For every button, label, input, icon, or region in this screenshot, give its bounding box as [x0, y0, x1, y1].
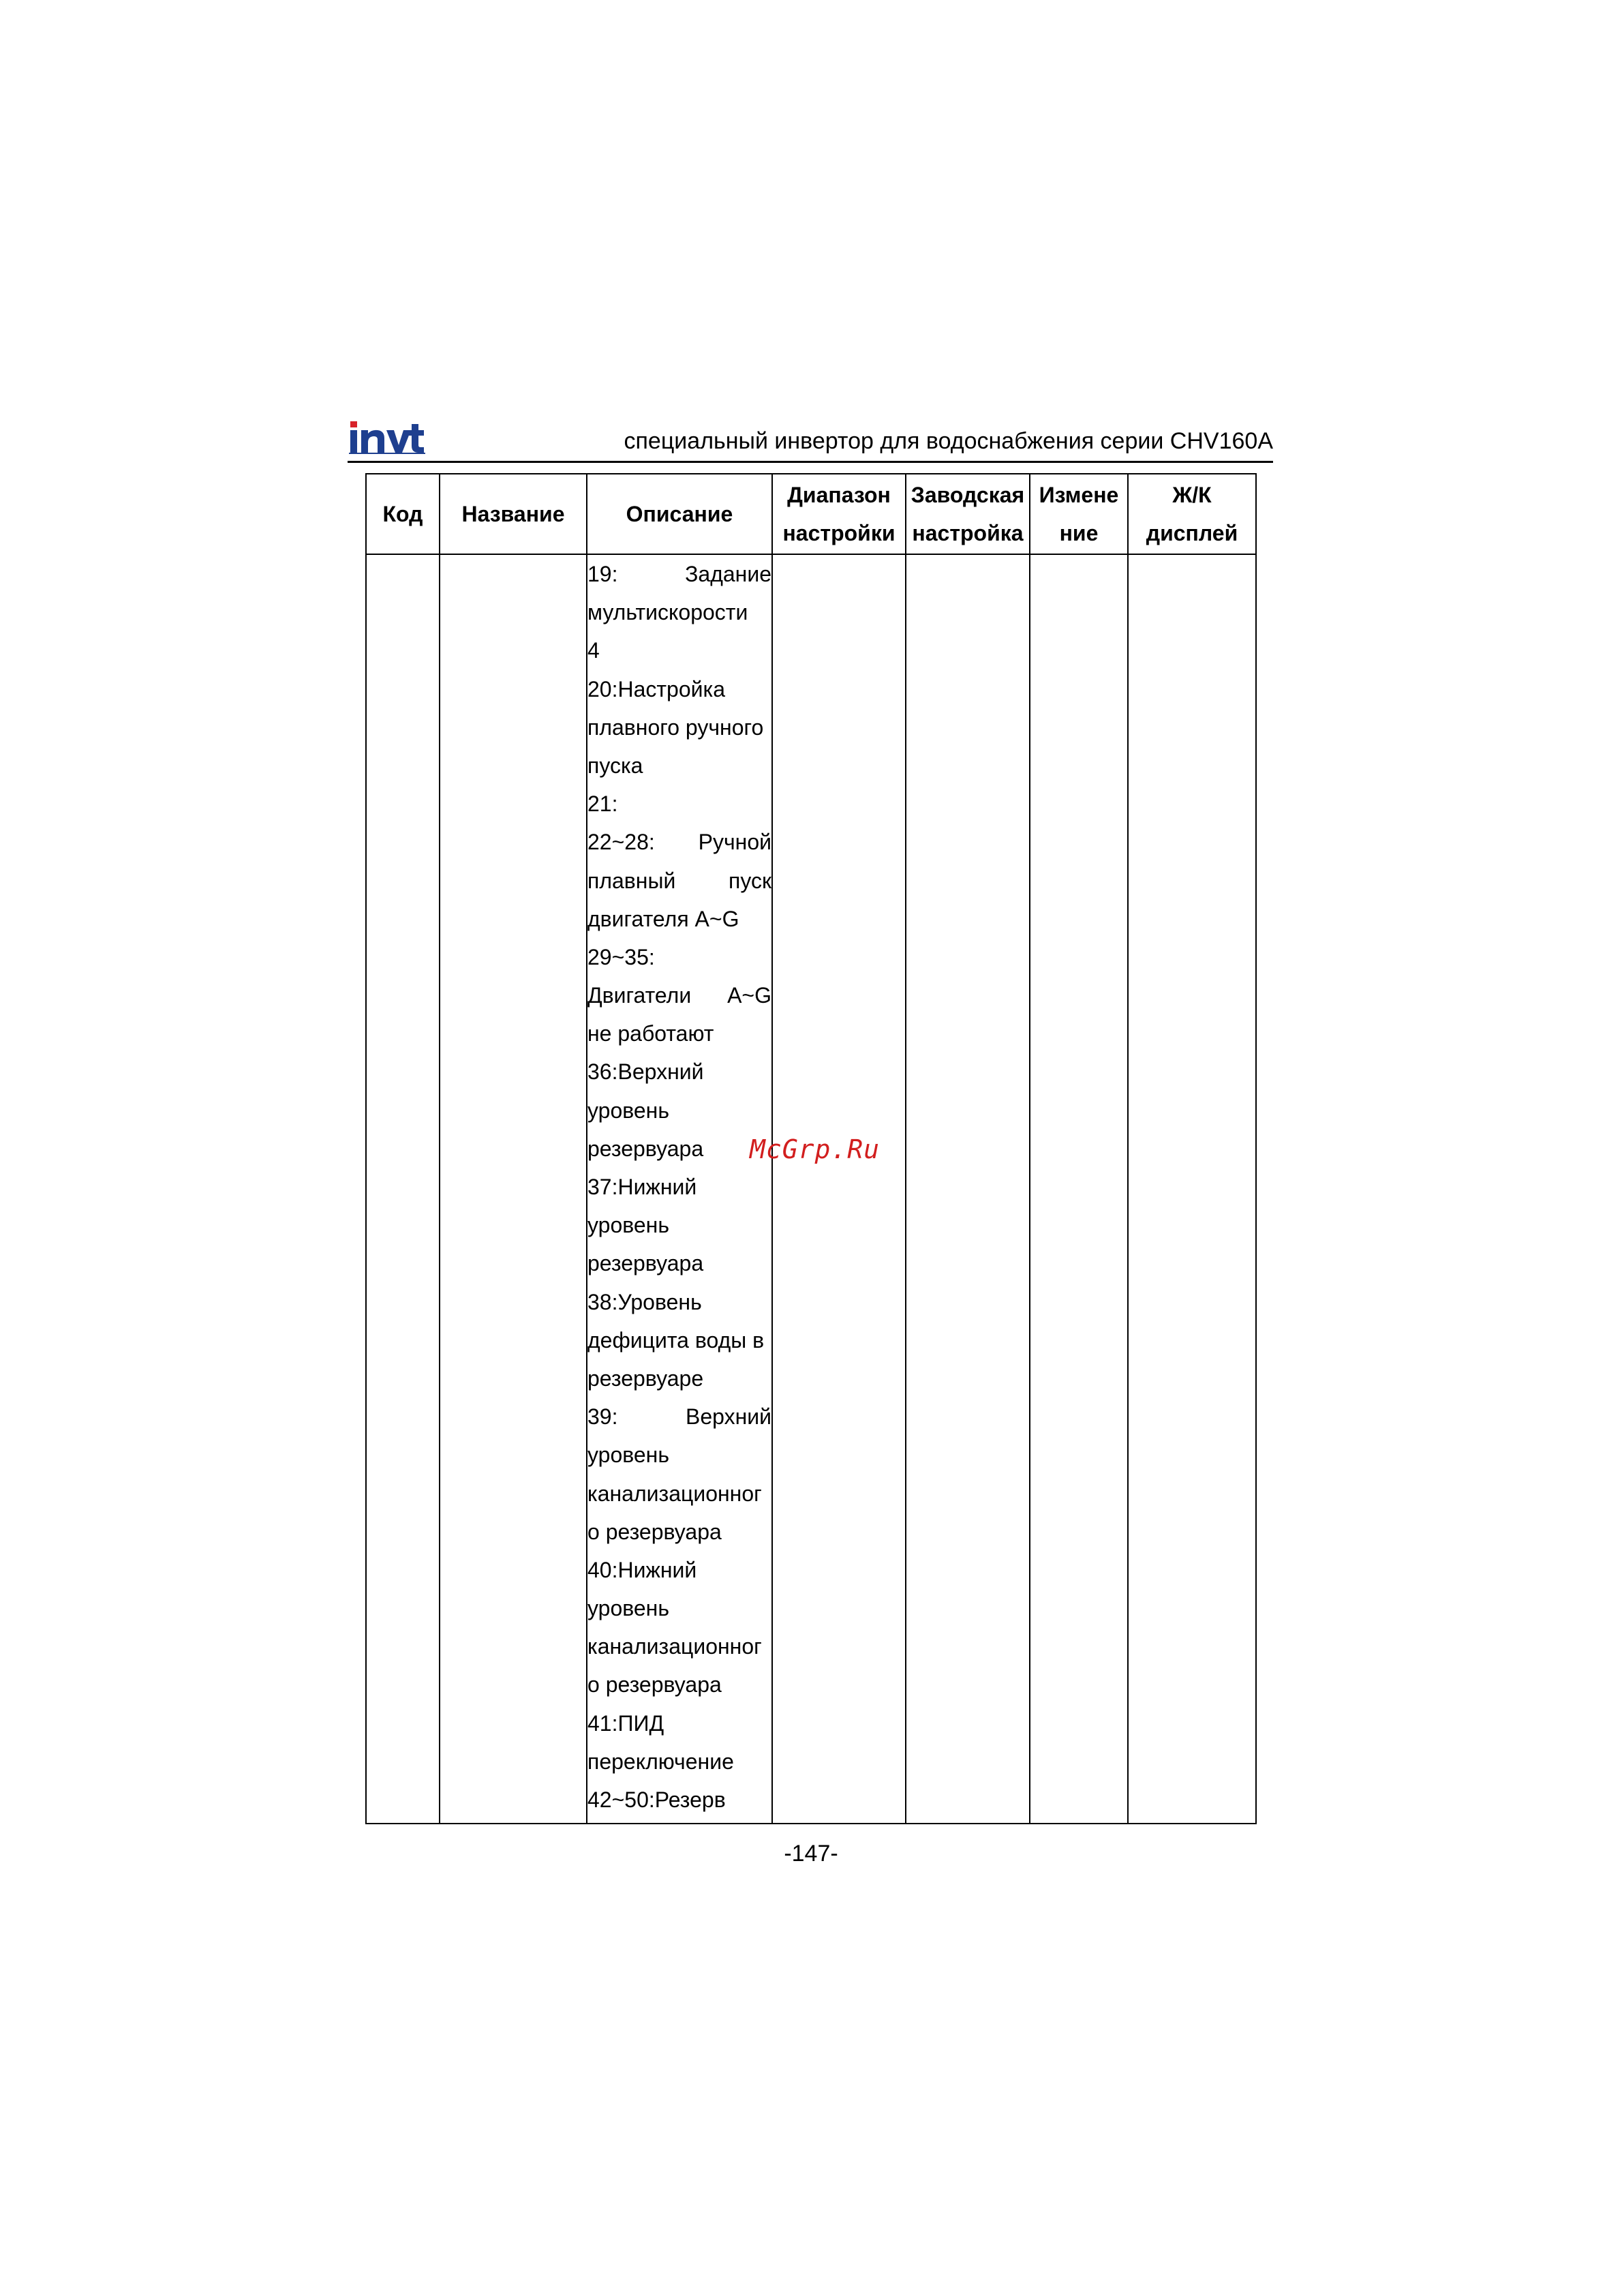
- table-header-row: [366, 474, 1256, 554]
- description-line: канализационног: [587, 1481, 762, 1506]
- description-line: 40:Нижний: [587, 1557, 697, 1582]
- description-line: уровень: [587, 1596, 670, 1621]
- description-line: 29~35:: [587, 944, 655, 969]
- column-header-factory-setting: Заводская настройка: [906, 474, 1030, 554]
- cell-description: [587, 554, 772, 1824]
- description-line: 37:Нижний: [587, 1175, 697, 1199]
- description-line: 22~28: Ручной: [587, 830, 771, 855]
- column-header-code: Код: [366, 474, 440, 554]
- description-line: резервуара: [587, 1251, 704, 1276]
- description-line: 21:: [587, 791, 618, 817]
- description-line: резервуаре: [587, 1365, 704, 1391]
- cell-name: [440, 554, 587, 1824]
- description-line: 20:Настройка: [587, 676, 726, 701]
- description-line: переключение: [587, 1749, 734, 1774]
- description-line: мультискорости: [587, 600, 748, 625]
- description-line: 38:Уровень: [587, 1289, 702, 1314]
- description-line: двигателя A~G: [587, 906, 739, 931]
- description-line: уровень: [587, 1442, 670, 1468]
- description-line: 42~50:Резерв: [587, 1787, 726, 1812]
- cell-range: [772, 554, 906, 1824]
- column-header-name: Название: [440, 474, 587, 554]
- cell-lcd-display: [1128, 554, 1256, 1824]
- column-header-description: Описание: [587, 474, 772, 554]
- description-line: канализационног: [587, 1634, 762, 1659]
- table-row: [366, 554, 1256, 1824]
- cell-factory-setting: [906, 554, 1030, 1824]
- description-line: дефицита воды в: [587, 1327, 765, 1353]
- column-header-range: Диапазон настройки: [772, 474, 906, 554]
- column-header-lcd-display: Ж/К дисплей: [1128, 474, 1256, 554]
- description-line: 39: Верхний: [587, 1404, 771, 1430]
- column-header-change: Измене ние: [1030, 474, 1128, 554]
- description-line: резервуара: [587, 1136, 704, 1161]
- description-line: 36:Верхний: [587, 1059, 704, 1085]
- page-number: -147-: [784, 1841, 838, 1867]
- document-header-title: специальный инвертор для водоснабжения серии CHV160A: [624, 428, 1273, 454]
- cell-code: [366, 554, 440, 1824]
- description-line: Двигатели A~G: [587, 983, 771, 1008]
- description-line: плавный пуск: [587, 868, 771, 893]
- description-line: 4: [587, 638, 600, 663]
- watermark-link[interactable]: McGrp.Ru: [750, 1134, 881, 1164]
- description-line: плавного ручного: [587, 714, 764, 740]
- description-line: уровень: [587, 1213, 670, 1238]
- description-line: 41:ПИД: [587, 1710, 664, 1736]
- description-line: 19: Задание: [587, 562, 771, 586]
- description-line: уровень: [587, 1098, 670, 1123]
- description-line: о резервуара: [587, 1519, 722, 1544]
- description-line: не работают: [587, 1021, 714, 1046]
- description-line: пуска: [587, 753, 643, 778]
- cell-change: [1030, 554, 1128, 1824]
- invt-logo: [349, 421, 425, 454]
- header-divider: [348, 461, 1273, 463]
- description-line: о резервуара: [587, 1672, 722, 1697]
